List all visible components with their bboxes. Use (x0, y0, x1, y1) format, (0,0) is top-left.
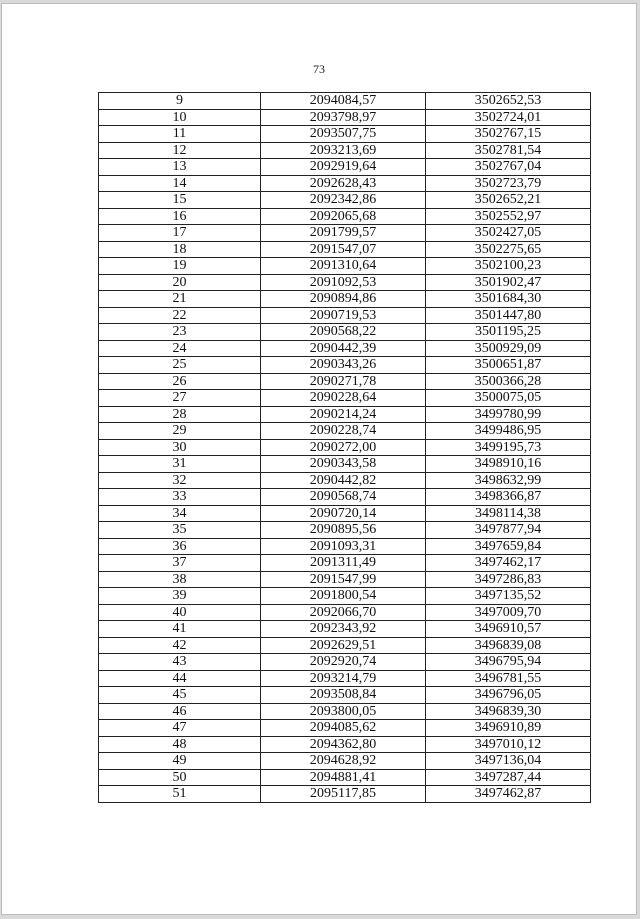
table-row (99, 588, 591, 605)
point-number-cell: 25 (99, 357, 261, 374)
y-coordinate-cell: 3502100,23 (426, 258, 591, 275)
x-coordinate-cell: 2090214,24 (261, 406, 426, 423)
table-row (99, 126, 591, 143)
table-row (99, 225, 591, 242)
y-coordinate-cell: 3498910,16 (426, 456, 591, 473)
x-coordinate-cell: 2092342,86 (261, 192, 426, 209)
x-coordinate-cell: 2090720,14 (261, 505, 426, 522)
table-row (99, 357, 591, 374)
point-number-cell: 30 (99, 439, 261, 456)
x-coordinate-cell: 2094628,92 (261, 753, 426, 770)
point-number-cell: 43 (99, 654, 261, 671)
y-coordinate-cell: 3497877,94 (426, 522, 591, 539)
point-number-cell: 15 (99, 192, 261, 209)
point-number-cell: 14 (99, 175, 261, 192)
x-coordinate-cell: 2090568,22 (261, 324, 426, 341)
y-coordinate-cell: 3496796,05 (426, 687, 591, 704)
coordinates-table-body (99, 93, 591, 803)
x-coordinate-cell: 2090343,26 (261, 357, 426, 374)
y-coordinate-cell: 3500651,87 (426, 357, 591, 374)
point-number-cell: 32 (99, 472, 261, 489)
table-row (99, 720, 591, 737)
x-coordinate-cell: 2090228,74 (261, 423, 426, 440)
y-coordinate-cell: 3502552,97 (426, 208, 591, 225)
point-number-cell: 44 (99, 670, 261, 687)
x-coordinate-cell: 2093798,97 (261, 109, 426, 126)
y-coordinate-cell: 3499780,99 (426, 406, 591, 423)
y-coordinate-cell: 3502767,15 (426, 126, 591, 143)
point-number-cell: 17 (99, 225, 261, 242)
x-coordinate-cell: 2093508,84 (261, 687, 426, 704)
y-coordinate-cell: 3497136,04 (426, 753, 591, 770)
point-number-cell: 27 (99, 390, 261, 407)
point-number-cell: 51 (99, 786, 261, 803)
x-coordinate-cell: 2090894,86 (261, 291, 426, 308)
x-coordinate-cell: 2095117,85 (261, 786, 426, 803)
table-row (99, 571, 591, 588)
x-coordinate-cell: 2090895,56 (261, 522, 426, 539)
y-coordinate-cell: 3496910,89 (426, 720, 591, 737)
y-coordinate-cell: 3497009,70 (426, 604, 591, 621)
table-row (99, 654, 591, 671)
table-row (99, 769, 591, 786)
x-coordinate-cell: 2091547,99 (261, 571, 426, 588)
point-number-cell: 48 (99, 736, 261, 753)
point-number-cell: 31 (99, 456, 261, 473)
table-row (99, 637, 591, 654)
x-coordinate-cell: 2090568,74 (261, 489, 426, 506)
point-number-cell: 21 (99, 291, 261, 308)
x-coordinate-cell: 2094362,80 (261, 736, 426, 753)
x-coordinate-cell: 2092065,68 (261, 208, 426, 225)
x-coordinate-cell: 2090271,78 (261, 373, 426, 390)
point-number-cell: 45 (99, 687, 261, 704)
table-row (99, 93, 591, 110)
x-coordinate-cell: 2090343,58 (261, 456, 426, 473)
x-coordinate-cell: 2092920,74 (261, 654, 426, 671)
point-number-cell: 23 (99, 324, 261, 341)
x-coordinate-cell: 2093507,75 (261, 126, 426, 143)
table-row (99, 439, 591, 456)
x-coordinate-cell: 2090442,39 (261, 340, 426, 357)
table-row (99, 340, 591, 357)
point-number-cell: 18 (99, 241, 261, 258)
x-coordinate-cell: 2090228,64 (261, 390, 426, 407)
table-row (99, 703, 591, 720)
table-row (99, 324, 591, 341)
point-number-cell: 22 (99, 307, 261, 324)
point-number-cell: 40 (99, 604, 261, 621)
y-coordinate-cell: 3497659,84 (426, 538, 591, 555)
y-coordinate-cell: 3497462,87 (426, 786, 591, 803)
table-row (99, 472, 591, 489)
table-row (99, 753, 591, 770)
point-number-cell: 39 (99, 588, 261, 605)
x-coordinate-cell: 2091800,54 (261, 588, 426, 605)
table-row (99, 670, 591, 687)
y-coordinate-cell: 3501902,47 (426, 274, 591, 291)
x-coordinate-cell: 2093800,05 (261, 703, 426, 720)
point-number-cell: 50 (99, 769, 261, 786)
x-coordinate-cell: 2090719,53 (261, 307, 426, 324)
point-number-cell: 11 (99, 126, 261, 143)
point-number-cell: 9 (99, 93, 261, 110)
point-number-cell: 34 (99, 505, 261, 522)
point-number-cell: 35 (99, 522, 261, 539)
point-number-cell: 47 (99, 720, 261, 737)
y-coordinate-cell: 3501447,80 (426, 307, 591, 324)
table-row (99, 274, 591, 291)
y-coordinate-cell: 3496839,30 (426, 703, 591, 720)
y-coordinate-cell: 3499195,73 (426, 439, 591, 456)
x-coordinate-cell: 2091310,64 (261, 258, 426, 275)
x-coordinate-cell: 2091093,31 (261, 538, 426, 555)
x-coordinate-cell: 2092343,92 (261, 621, 426, 638)
coordinates-table (98, 92, 591, 803)
point-number-cell: 42 (99, 637, 261, 654)
page-number: 73 (313, 62, 325, 76)
table-row (99, 522, 591, 539)
y-coordinate-cell: 3497462,17 (426, 555, 591, 572)
table-row (99, 406, 591, 423)
point-number-cell: 28 (99, 406, 261, 423)
point-number-cell: 24 (99, 340, 261, 357)
table-row (99, 555, 591, 572)
point-number-cell: 36 (99, 538, 261, 555)
x-coordinate-cell: 2091799,57 (261, 225, 426, 242)
x-coordinate-cell: 2094881,41 (261, 769, 426, 786)
x-coordinate-cell: 2093214,79 (261, 670, 426, 687)
x-coordinate-cell: 2092066,70 (261, 604, 426, 621)
table-row (99, 538, 591, 555)
x-coordinate-cell: 2092629,51 (261, 637, 426, 654)
point-number-cell: 38 (99, 571, 261, 588)
table-row (99, 423, 591, 440)
y-coordinate-cell: 3498114,38 (426, 505, 591, 522)
y-coordinate-cell: 3496910,57 (426, 621, 591, 638)
point-number-cell: 20 (99, 274, 261, 291)
point-number-cell: 16 (99, 208, 261, 225)
table-row (99, 373, 591, 390)
y-coordinate-cell: 3501195,25 (426, 324, 591, 341)
y-coordinate-cell: 3502724,01 (426, 109, 591, 126)
table-row (99, 621, 591, 638)
document-page (1, 3, 637, 915)
y-coordinate-cell: 3502652,21 (426, 192, 591, 209)
table-row (99, 456, 591, 473)
x-coordinate-cell: 2090272,00 (261, 439, 426, 456)
table-row (99, 109, 591, 126)
y-coordinate-cell: 3497287,44 (426, 769, 591, 786)
point-number-cell: 33 (99, 489, 261, 506)
x-coordinate-cell: 2094084,57 (261, 93, 426, 110)
y-coordinate-cell: 3500929,09 (426, 340, 591, 357)
table-row (99, 390, 591, 407)
table-row (99, 142, 591, 159)
table-row (99, 241, 591, 258)
y-coordinate-cell: 3497286,83 (426, 571, 591, 588)
y-coordinate-cell: 3502427,05 (426, 225, 591, 242)
y-coordinate-cell: 3497135,52 (426, 588, 591, 605)
table-row (99, 307, 591, 324)
point-number-cell: 46 (99, 703, 261, 720)
y-coordinate-cell: 3501684,30 (426, 291, 591, 308)
y-coordinate-cell: 3498632,99 (426, 472, 591, 489)
table-row (99, 159, 591, 176)
point-number-cell: 29 (99, 423, 261, 440)
table-row (99, 505, 591, 522)
table-row (99, 291, 591, 308)
table-row (99, 786, 591, 803)
point-number-cell: 13 (99, 159, 261, 176)
x-coordinate-cell: 2092628,43 (261, 175, 426, 192)
table-row (99, 687, 591, 704)
point-number-cell: 12 (99, 142, 261, 159)
point-number-cell: 37 (99, 555, 261, 572)
y-coordinate-cell: 3502723,79 (426, 175, 591, 192)
y-coordinate-cell: 3497010,12 (426, 736, 591, 753)
x-coordinate-cell: 2091547,07 (261, 241, 426, 258)
point-number-cell: 19 (99, 258, 261, 275)
table-row (99, 736, 591, 753)
table-row (99, 258, 591, 275)
x-coordinate-cell: 2092919,64 (261, 159, 426, 176)
point-number-cell: 10 (99, 109, 261, 126)
x-coordinate-cell: 2093213,69 (261, 142, 426, 159)
y-coordinate-cell: 3502652,53 (426, 93, 591, 110)
point-number-cell: 49 (99, 753, 261, 770)
x-coordinate-cell: 2091092,53 (261, 274, 426, 291)
y-coordinate-cell: 3500366,28 (426, 373, 591, 390)
y-coordinate-cell: 3496839,08 (426, 637, 591, 654)
table-row (99, 604, 591, 621)
y-coordinate-cell: 3500075,05 (426, 390, 591, 407)
y-coordinate-cell: 3502781,54 (426, 142, 591, 159)
point-number-cell: 41 (99, 621, 261, 638)
x-coordinate-cell: 2090442,82 (261, 472, 426, 489)
x-coordinate-cell: 2094085,62 (261, 720, 426, 737)
table-row (99, 192, 591, 209)
table-row (99, 208, 591, 225)
table-row (99, 175, 591, 192)
y-coordinate-cell: 3502275,65 (426, 241, 591, 258)
table-row (99, 489, 591, 506)
point-number-cell: 26 (99, 373, 261, 390)
y-coordinate-cell: 3496795,94 (426, 654, 591, 671)
y-coordinate-cell: 3496781,55 (426, 670, 591, 687)
x-coordinate-cell: 2091311,49 (261, 555, 426, 572)
y-coordinate-cell: 3499486,95 (426, 423, 591, 440)
y-coordinate-cell: 3502767,04 (426, 159, 591, 176)
y-coordinate-cell: 3498366,87 (426, 489, 591, 506)
